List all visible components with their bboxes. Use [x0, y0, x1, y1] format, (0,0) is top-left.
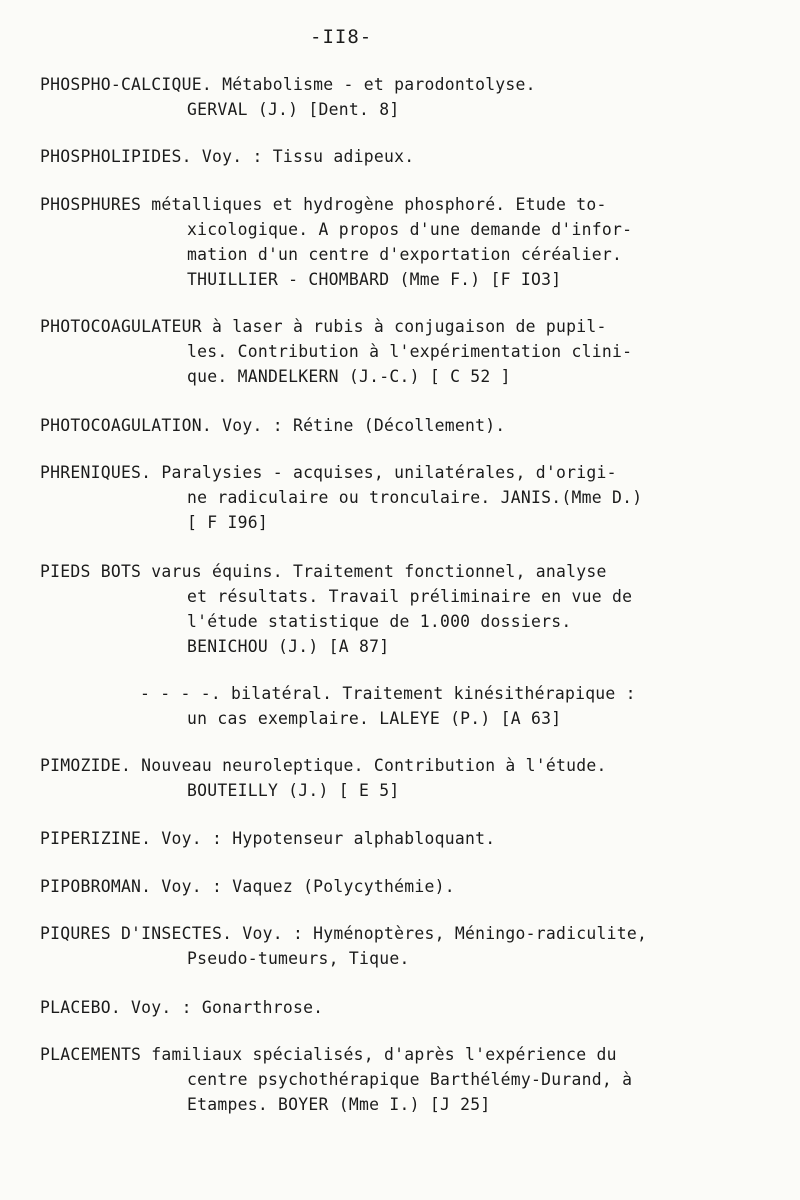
entry-line: BENICHOU (J.) [A 87]	[187, 637, 390, 656]
entry-line: PIPERIZINE. Voy. : Hypotenseur alphabloquant.	[40, 829, 496, 848]
index-entry	[40, 314, 780, 389]
index-entry	[40, 413, 780, 438]
entry-line: THUILLIER - CHOMBARD (Mme F.) [F IO3]	[187, 270, 562, 289]
index-entry	[40, 144, 780, 169]
index-entry	[40, 1042, 780, 1117]
index-entry	[40, 753, 780, 803]
entry-line: PLACEBO. Voy. : Gonarthrose.	[40, 998, 324, 1017]
entry-line: - - - -. bilatéral. Traitement kinésithérapique :	[140, 684, 636, 703]
entry-line: PHOSPHO-CALCIQUE. Métabolisme - et parodontolyse.	[40, 75, 536, 94]
page-number: -II8-	[310, 26, 373, 48]
entry-line: que. MANDELKERN (J.-C.) [ C 52 ]	[187, 367, 511, 386]
entry-line: PLACEMENTS familiaux spécialisés, d'après l'expérience du	[40, 1045, 617, 1064]
index-entry	[40, 72, 780, 122]
entry-line: PIMOZIDE. Nouveau neuroleptique. Contribution à l'étude.	[40, 756, 607, 775]
entry-line: centre psychothérapique Barthélémy-Durand, à	[187, 1070, 633, 1089]
entry-line: PIQURES D'INSECTES. Voy. : Hyménoptères, Méningo-radiculite,	[40, 924, 648, 943]
index-entry	[40, 995, 780, 1020]
entry-line: Etampes. BOYER (Mme I.) [J 25]	[187, 1095, 491, 1114]
entry-line: PHRENIQUES. Paralysies - acquises, unilatérales, d'origi-	[40, 463, 617, 482]
entry-line: BOUTEILLY (J.) [ E 5]	[187, 781, 400, 800]
entry-line: GERVAL (J.) [Dent. 8]	[187, 100, 400, 119]
entry-line: les. Contribution à l'expérimentation clini-	[187, 342, 633, 361]
index-entry	[40, 681, 780, 731]
entry-line: PHOTOCOAGULATION. Voy. : Rétine (Décollement).	[40, 416, 506, 435]
index-entry	[40, 826, 780, 851]
entry-line: [ F I96]	[187, 513, 268, 532]
index-entry	[40, 874, 780, 899]
entry-line: PIEDS BOTS varus équins. Traitement fonctionnel, analyse	[40, 562, 607, 581]
entry-line: et résultats. Travail préliminaire en vue de	[187, 587, 633, 606]
index-entry	[40, 192, 780, 292]
entry-line: un cas exemplaire. LALEYE (P.) [A 63]	[187, 709, 562, 728]
entry-line: xicologique. A propos d'une demande d'infor-	[187, 220, 633, 239]
entry-line: PHOSPHOLIPIDES. Voy. : Tissu adipeux.	[40, 147, 415, 166]
entry-line: l'étude statistique de 1.000 dossiers.	[187, 612, 572, 631]
entry-line: PIPOBROMAN. Voy. : Vaquez (Polycythémie).	[40, 877, 455, 896]
entry-line: PHOSPHURES métalliques et hydrogène phosphoré. Etude to-	[40, 195, 607, 214]
entry-line: mation d'un centre d'exportation céréalier.	[187, 245, 623, 264]
entry-line: Pseudo-tumeurs, Tique.	[187, 949, 410, 968]
index-entry	[40, 921, 780, 971]
entry-line: PHOTOCOAGULATEUR à laser à rubis à conjugaison de pupil-	[40, 317, 607, 336]
index-entry	[40, 559, 780, 659]
index-entry	[40, 460, 780, 535]
index-entries	[40, 72, 780, 1140]
entry-line: ne radiculaire ou tronculaire. JANIS.(Mme D.)	[187, 488, 643, 507]
